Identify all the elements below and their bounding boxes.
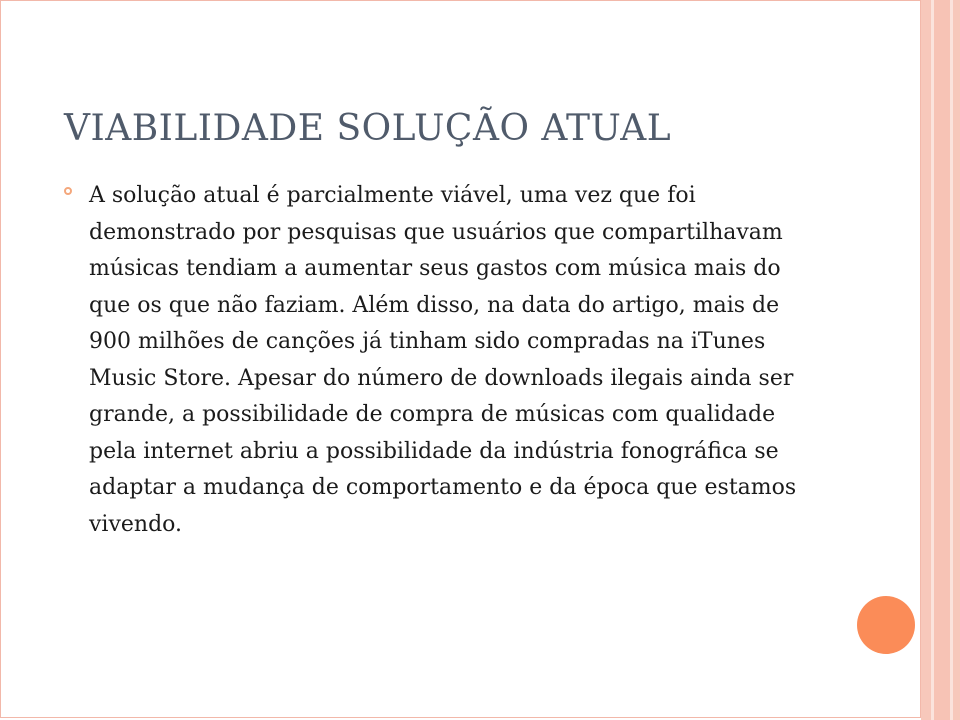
decorative-circle (857, 596, 915, 654)
decorative-stripe (934, 0, 950, 720)
bullet-text: A solução atual é parcialmente viável, uma vez que foi demonstrado por pesquisas que usuários que compartilhavam músicas tendiam a aumentar seus gastos com música mais do que os que não faziam. Além disso, na data do artigo, mais de 900 milhões de canções já tinham sido compradas na iTunes Music Store. Apesar do número de downloads ilegais ainda ser grande, a possibilidade de compra de músicas com qualidade pela internet abriu a possibilidade da indústria fonográfica se adaptar a mudança de comportamento e da época que estamos vivendo. (89, 183, 797, 537)
decorative-stripe (953, 0, 960, 720)
slide-content (64, 178, 824, 543)
decorative-stripe (921, 0, 931, 720)
slide-title: VIABILIDADE SOLUÇÃO ATUAL (64, 108, 672, 149)
hollow-circle-bullet-icon (64, 187, 72, 195)
bullet-item (64, 178, 824, 543)
